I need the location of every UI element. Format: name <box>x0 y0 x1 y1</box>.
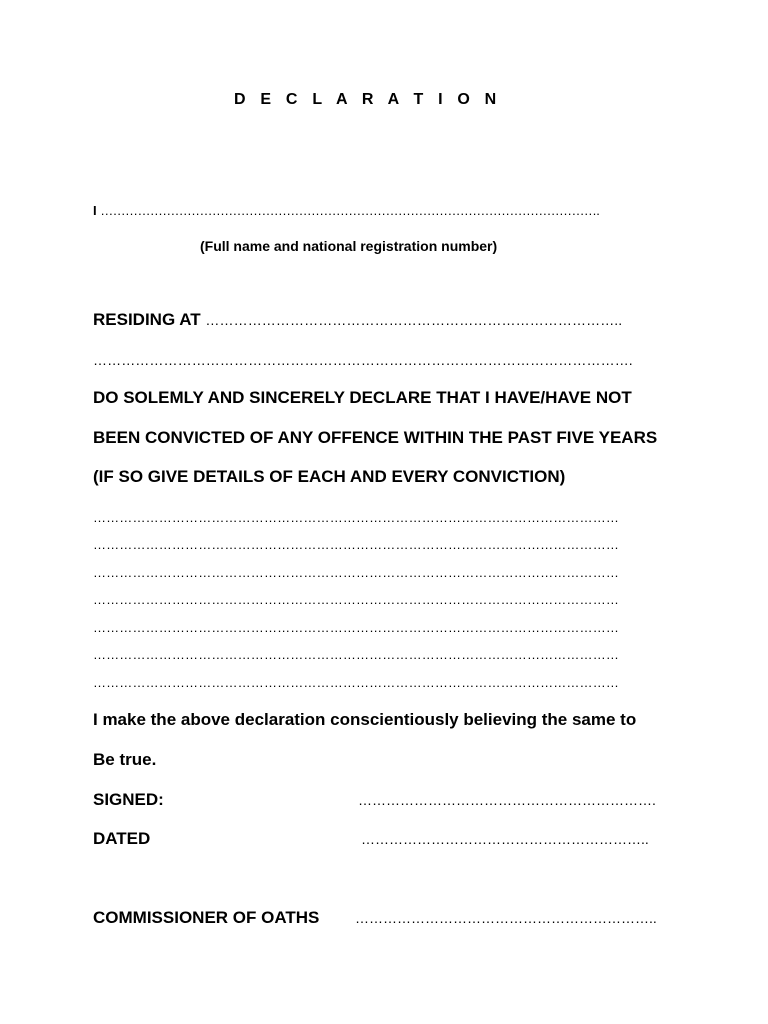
name-prefix: I <box>93 203 97 218</box>
dated-label: DATED <box>93 829 151 848</box>
conviction-line: ………………………………………………………………………………………………………… <box>93 647 619 662</box>
commissioner-label: COMMISSIONER OF OATHS <box>93 908 320 927</box>
declare-text-line3: (IF SO GIVE DETAILS OF EACH AND EVERY CONVICTION) <box>93 467 566 486</box>
declare-text-line2: BEEN CONVICTED OF ANY OFFENCE WITHIN THE PAST FIVE YEARS <box>93 428 658 447</box>
signed-field-dots: ………………………………………………………. <box>358 792 656 808</box>
statement-line2: Be true. <box>93 750 157 769</box>
conviction-line: ………………………………………………………………………………………………………… <box>93 565 619 580</box>
signed-label: SIGNED: <box>93 790 164 809</box>
statement-line1: I make the above declaration conscientiously believing the same to <box>93 710 637 729</box>
residing-field-dots-line2: ……………………………………………………………………………………………………. <box>93 352 633 368</box>
residing-field-dots: …………………………………………………………………………….. <box>205 312 623 328</box>
conviction-line: ………………………………………………………………………………………………………… <box>93 510 619 525</box>
name-caption: (Full name and national registration number) <box>200 238 498 254</box>
document-title: D E C L A R A T I O N <box>234 91 502 108</box>
name-field-dots: …………………………………………………………………………………………………………. <box>100 203 600 218</box>
conviction-line: ………………………………………………………………………………………………………… <box>93 592 619 607</box>
commissioner-field-dots: ……………………………………………………….. <box>355 910 657 926</box>
conviction-line: ………………………………………………………………………………………………………… <box>93 537 619 552</box>
declare-text-line1: DO SOLEMLY AND SINCERELY DECLARE THAT I HAVE/HAVE NOT <box>93 388 632 407</box>
dated-field-dots: …………………………………………………….. <box>361 831 649 847</box>
conviction-line: ………………………………………………………………………………………………………… <box>93 675 619 690</box>
residing-line <box>93 310 622 330</box>
residing-label: RESIDING AT <box>93 310 201 329</box>
name-line <box>93 201 599 221</box>
conviction-line: ………………………………………………………………………………………………………… <box>93 620 619 635</box>
